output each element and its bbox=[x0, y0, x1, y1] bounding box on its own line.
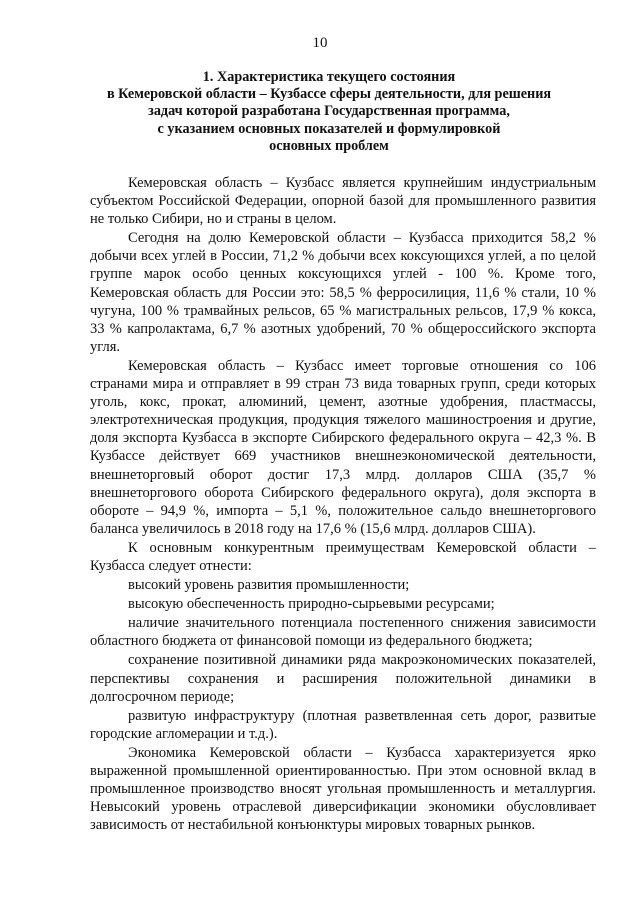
paragraph-economy: Экономика Кемеровской области – Кузбасса характеризуется ярко выраженной промышленной ориентированностью. При этом основной вклад в промышленное производство вносят угольная промышленность и металлургия. Невысокий уровень отраслевой диверсификации экономики обусловливает зависимость от нестабильной конъюнктуры мировых товарных рынков. bbox=[90, 744, 596, 834]
list-item-infrastructure: развитую инфраструктуру (плотная разветвленная сеть дорог, развитые городские агломерации и т.д.). bbox=[90, 707, 596, 742]
paragraph-advantages-intro: К основным конкурентным преимуществам Кемеровской области – Кузбасса следует отнести: bbox=[90, 539, 596, 574]
body-text bbox=[90, 174, 596, 834]
list-item-resources: высокую обеспеченность природно-сырьевыми ресурсами; bbox=[128, 596, 495, 613]
list-item-dynamics: сохранение позитивной динамики ряда макроэкономических показателей, перспективы сохранения и расширения положительной динамики в долгосрочном периоде; bbox=[90, 652, 596, 705]
list-item-industry: высокий уровень развития промышленности; bbox=[128, 577, 410, 594]
section-heading-line-3: задач которой разработана Государственная программа, bbox=[148, 103, 510, 120]
section-heading bbox=[90, 69, 568, 155]
list-item-budget: наличие значительного потенциала постепенного снижения зависимости областного бюджета от финансовой помощи из федерального бюджета; bbox=[90, 615, 596, 650]
paragraph-coal-share: Сегодня на долю Кемеровской области – Кузбасса приходится 58,2 % добычи всех углей в России, 71,2 % добычи всех коксующихся углей, а по целой группе марок особо ценных коксующихся углей - 100 %. Кроме того, Кемеровская область для России это: 58,5 % ферросилиция, 11,6 % стали, 10 % чугуна, 100 % трамвайных рельсов, 65 % магистральных рельсов, 17,9 % кокса, 33 % капролактама, 6,7 % азотных удобрений, 70 % общероссийского экспорта угля. bbox=[90, 230, 596, 355]
section-heading-line-1: 1. Характеристика текущего состояния bbox=[202, 69, 456, 85]
section-heading-line-5: основных проблем bbox=[269, 137, 389, 154]
section-heading-line-2: в Кемеровской области – Кузбассе сферы деятельности, для решения bbox=[106, 86, 552, 103]
section-heading-line-4: с указанием основных показателей и формулировкой bbox=[157, 120, 501, 137]
paragraph-trade-relations: Кемеровская область – Кузбасс имеет торговые отношения со 106 странами мира и отправляет в 99 стран 73 вида товарных групп, среди которых уголь, кокс, прокат, алюминий, цемент, азотные удобрения, пластмассы, электротехническая продукция, продукция тяжелого машиностроения и другие, доля экспорта Кузбасса в экспорте Сибирского федерального округа – 42,3 %. В Кузбассе действует 669 участников внешнеэкономической деятельности, внешнеторговый оборот достиг 17,3 млрд. долларов США (35,7 % внешнеторгового оборота Сибирского федерального округа), доля экспорта в обороте – 94,9 %, импорта – 5,1 %, положительное сальдо внешнеторгового баланса увеличилось в 2018 году на 17,6 % (15,6 млрд. долларов США). bbox=[90, 357, 596, 537]
page-number: 10 bbox=[312, 35, 328, 51]
paragraph-intro: Кемеровская область – Кузбасс является крупнейшим индустриальным субъектом Российской Федерации, опорной базой для промышленного развития не только Сибири, но и страны в целом. bbox=[90, 175, 596, 228]
